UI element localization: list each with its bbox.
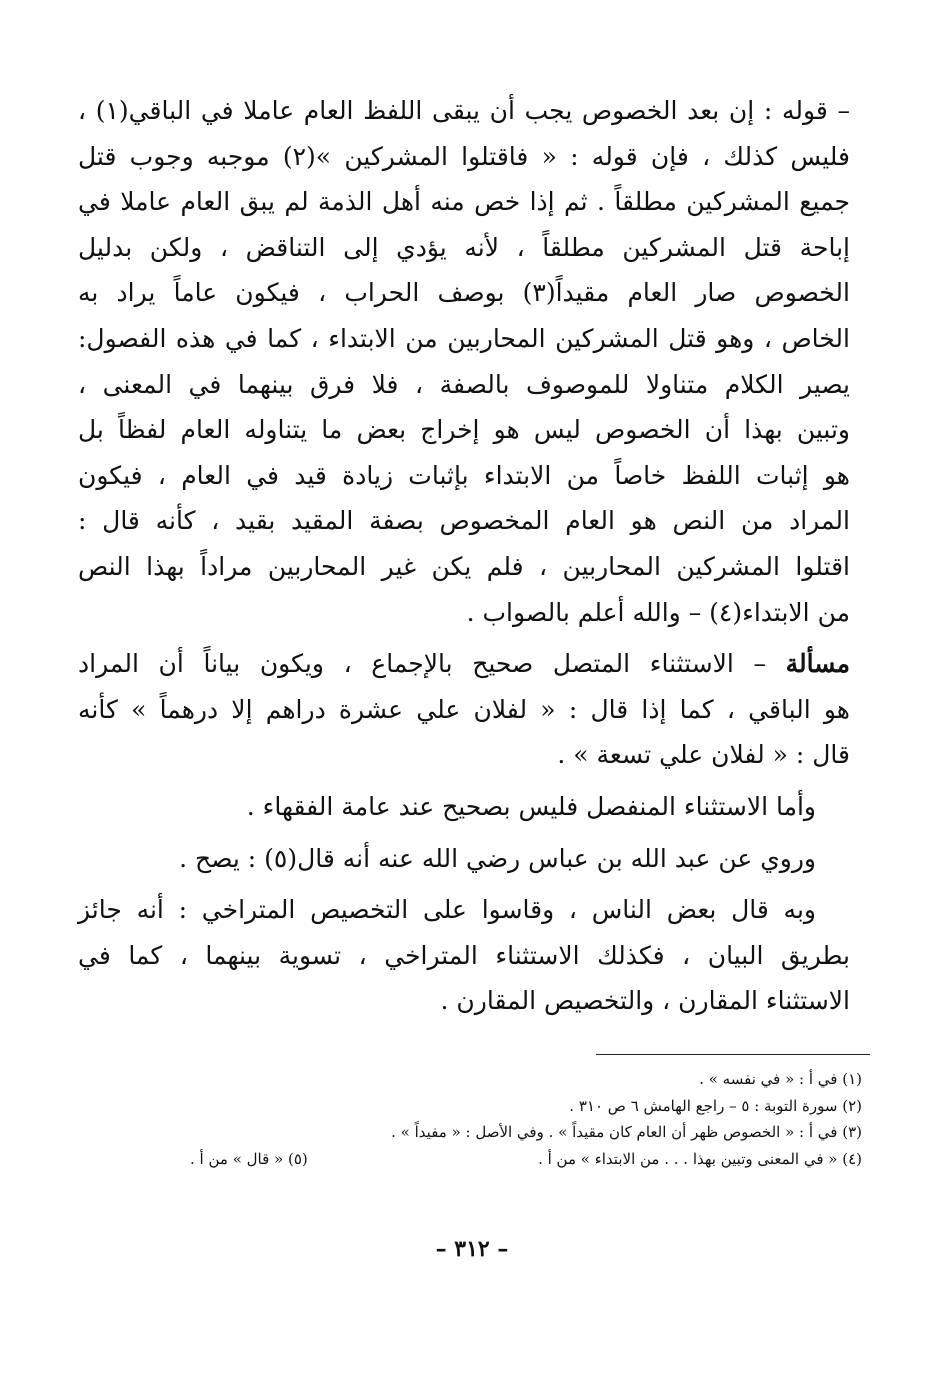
page-body (78, 88, 850, 1024)
text-line: الاستثناء المقارن ، والتخصيص المقارن . (440, 986, 850, 1016)
mas-ala-line-1 (78, 641, 850, 687)
text-line: قال : « لفلان علي تسعة » . (557, 740, 850, 770)
page-number: – ٣١٢ – (435, 1236, 509, 1262)
text-line: الخصوص صار العام مقيداً(٣) بوصف الحراب ، فيكون عاماً يراد به (78, 278, 850, 308)
text-line: وتبين بهذا أن الخصوص ليس هو إخراج بعض ما يتناوله العام لفظاً بل (78, 415, 850, 445)
footnote-divider (596, 1054, 870, 1055)
text-line: هو الباقي ، كما إذا قال : « لفلان علي عشرة دراهم إلا درهماً » كأنه (78, 694, 850, 724)
footnote-3: (٣) في أ : « الخصوص ظهر أن العام كان مقيداً » . وفي الأصل : « مفيداً » . (391, 1123, 862, 1141)
footnote-2: (٢) سورة التوبة : ٥ – راجع الهامش ٦ ص ٣١٠ . (569, 1096, 862, 1115)
text-line: من الابتداء(٤) – والله أعلم بالصواب . (466, 597, 850, 627)
text-line: – قوله : إن بعد الخصوص يجب أن يبقى اللفظ العام عاملا في الباقي(١) ، (78, 96, 850, 125)
footnote-4: (٤) « في المعنى وتبين بهذا . . . من الابتداء » من أ . (538, 1149, 862, 1168)
footnote-5: (٥) « قال » من أ . (190, 1149, 308, 1168)
paragraph-ibn-abbas: وروي عن عبد الله بن عباس رضي الله عنه أنه قال(٥) : يصح . (179, 843, 816, 873)
text-line: بطريق البيان ، فكذلك الاستثناء المتراخي ، تسوية بينهما ، كما في (78, 940, 850, 970)
text-line: هو إثبات اللفظ خاصاً من الابتداء بإثبات زيادة قيد في العام ، فيكون (78, 460, 850, 490)
mas-ala-label: مسألة (785, 649, 850, 679)
paragraph-separate-exception: وأما الاستثناء المنفصل فليس بصحيح عند عامة الفقهاء . (246, 791, 816, 821)
text-line: فليس كذلك ، فإن قوله : « فاقتلوا المشركين »(٢) موجبه وجوب قتل (78, 141, 850, 171)
text-line: المراد من النص هو العام المخصوص بصفة المقيد بقيد ، كأنه قال : (78, 506, 850, 536)
text-line: يصير الكلام متناولا للموصوف بالصفة ، فلا فرق بينهما في المعنى ، (78, 369, 850, 399)
footnote-row-4-5 (190, 1146, 862, 1173)
text-line: اقتلوا المشركين المحاربين ، فلم يكن غير المحاربين مراداً بهذا النص (78, 551, 850, 581)
text-line: إباحة قتل المشركين مطلقاً ، لأنه يؤدي إلى التناقض ، ولكن بدليل (78, 232, 850, 262)
text-line: جميع المشركين مطلقاً . ثم إذا خص منه أهل الذمة لم يبق العام عاملا في (78, 187, 850, 217)
text-line: وبه قال بعض الناس ، وقاسوا على التخصيص المتراخي : أنه جائز (78, 895, 816, 925)
footnote-1: (١) في أ : « في نفسه » . (699, 1070, 862, 1088)
footnotes (190, 1066, 862, 1172)
text-line: الخاص ، وهو قتل المشركين المحاربين من الابتداء ، كما في هذه الفصول: (78, 323, 850, 353)
mas-ala-text: – الاستثناء المتصل صحيح بالإجماع ، ويكون بياناً أن المراد (78, 649, 786, 679)
